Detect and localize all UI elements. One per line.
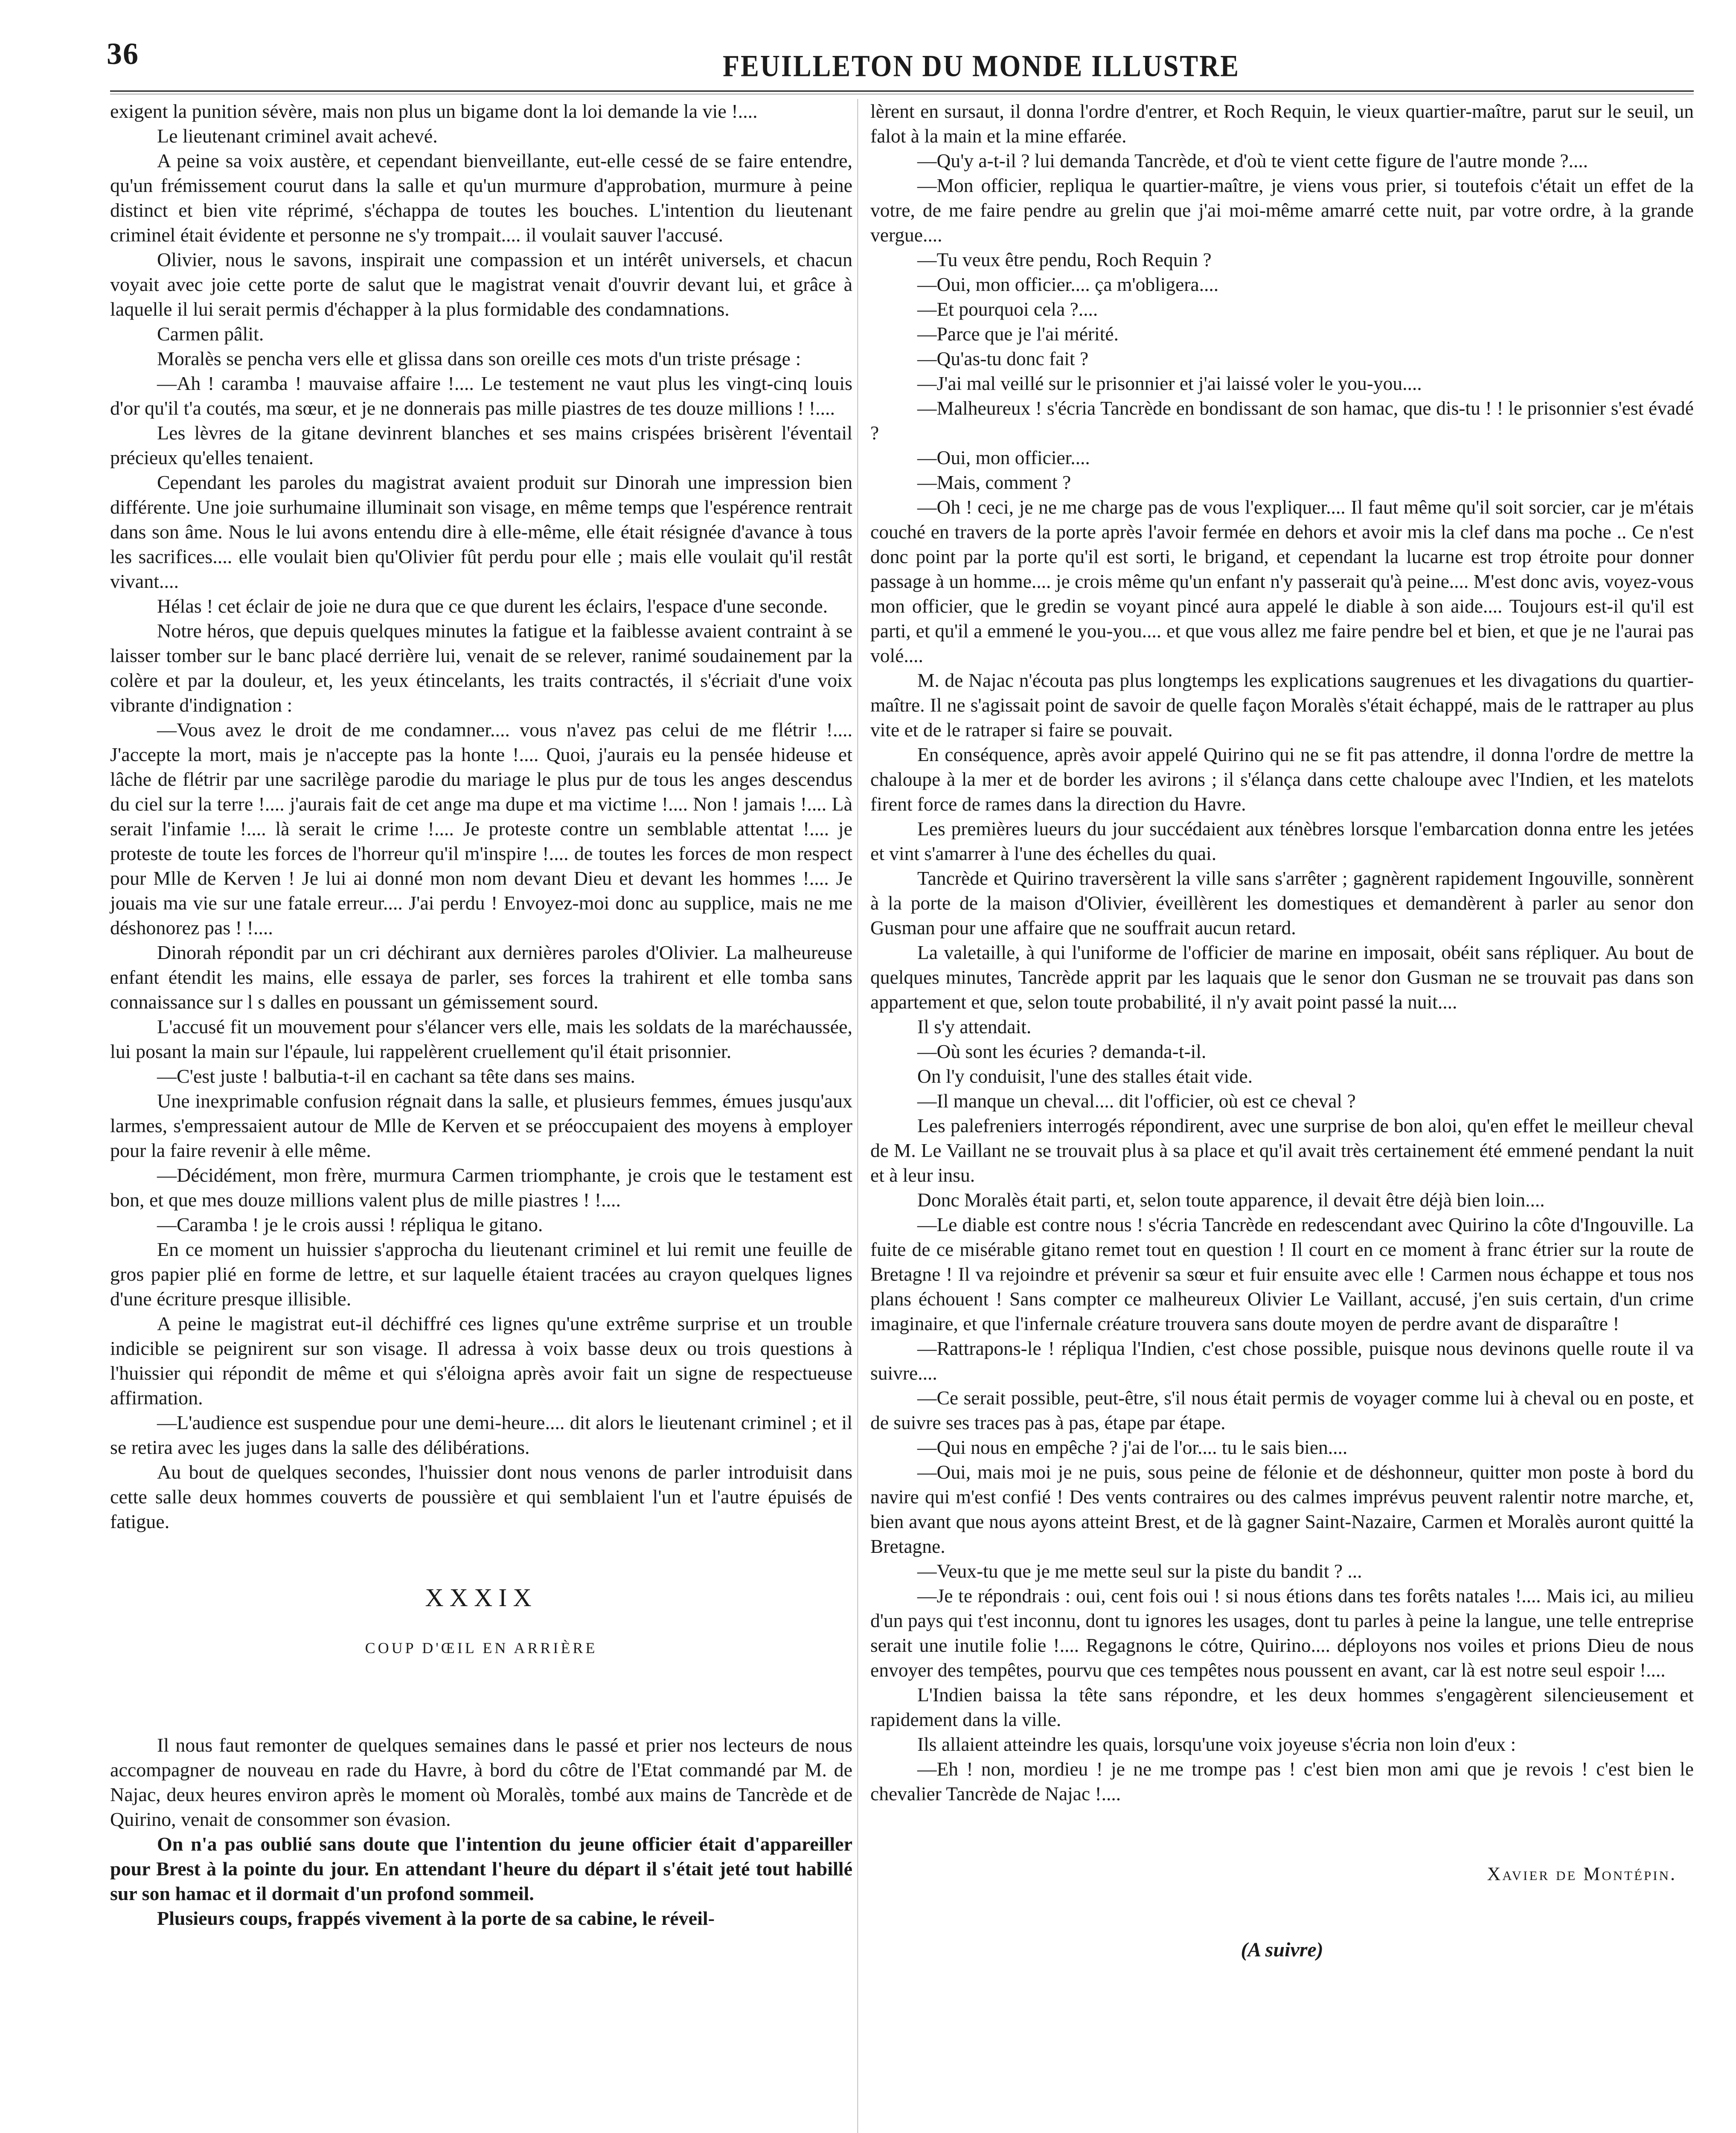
paragraph: Moralès se pencha vers elle et glissa dans son oreille ces mots d'un triste présage : [157,348,801,369]
paragraph: Une inexprimable confusion régnait dans la salle, et plusieurs femmes, émues jusqu'aux larmes, s'empressaient autour de Mlle de Kerven et se préoccupaient des moyens à employer pour la faire revenir à elle même. [110,1090,852,1161]
paragraph: —Et pourquoi cela ?.... [917,298,1098,320]
left-paragraphs-before [110,99,852,1534]
paragraph: —Qu'y a-t-il ? lui demanda Tancrède, et d'où te vient cette figure de l'autre monde ?.... [917,150,1588,171]
paragraph: On n'a pas oublié sans doute que l'intention du jeune officier était d'appareiller pour Brest à la pointe du jour. En attendant l'heure du départ il s'était jeté tout habillé sur son hamac et il dormait d'un profond sommeil. [110,1833,852,1904]
paragraph: L'accusé fit un mouvement pour s'élancer vers elle, mais les soldats de la maréchaussée, lui posant la main sur l'épaule, lui rappelèrent cruellement qu'il était prisonnier. [110,1016,852,1062]
paragraph: On l'y conduisit, l'une des stalles était vide. [917,1065,1253,1087]
paragraph: La valetaille, à qui l'uniforme de l'officier de marine en imposait, obéit sans répliquer. Au bout de quelques minutes, Tancrède apprit par les laquais que le senor don Gusman ne se trouvait pas dans son appartement et que, selon toute probabilité, il n'y avait point passé la nuit.... [870,942,1694,1013]
paragraph: Olivier, nous le savons, inspirait une compassion et un intérêt universels, et chacun voyait avec joie cette porte de salut que le magistrat venait d'ouvrir devant lui, et grâce à laquelle il lui serait permis d'échapper à la plus formidable des condamnations. [110,249,852,320]
paragraph: Le lieutenant criminel avait achevé. [157,125,438,147]
paragraph: A peine le magistrat eut-il déchiffré ces lignes qu'une extrême surprise et un trouble indicible se peignirent sur son visage. Il adressa à voix basse deux ou trois questions à l'huissier qui répondit de même et qui s'éloigna après avoir fait un signe de respectueuse affirmation. [110,1313,852,1409]
paragraph: —L'audience est suspendue pour une demi-heure.... dit alors le lieutenant criminel ; et il se retira avec les juges dans la salle des délibérations. [110,1412,852,1458]
paragraph: Donc Moralès était parti, et, selon toute apparence, il devait être déjà bien loin.... [917,1189,1545,1211]
paragraph: En conséquence, après avoir appelé Quirino qui ne se fit pas attendre, il donna l'ordre de mettre la chaloupe à la mer et de border les avirons ; il s'élança dans cette chaloupe avec l'Indien, et les matelots firent force de rames dans la direction du Havre. [870,744,1694,815]
paragraph: Cependant les paroles du magistrat avaient produit sur Dinorah une impression bien différente. Une joie surhumaine illuminait son visage, en même temps que l'espérence rentrait dans son âme. Nous le lui avons entendu dire à elle-même, elle était résignée d'avance à tous les sacrifices.... elle voulait bien qu'Olivier fût perdu pour elle ; mais elle voulait qu'il restât vivant.... [110,471,852,592]
paragraph: —Oh ! ceci, je ne me charge pas de vous l'expliquer.... Il faut même qu'il soit sorcier, car je m'étais couché en travers de la porte après l'avoir fermée en dehors et avoir mis la clef dans ma poche .. Ce n'est donc point par la porte qu'il est sorti, le brigand, et cependant la lucarne est trop étroite pour donner passage à un homme.... je crois même qu'un enfant n'y passerait qu'à peine.... M'est donc avis, voyez-vous mon officier, que le gredin se voyant pincé aura appelé le diable à son aide.... Toujours est-il qu'il est parti, et qu'il a emmené le you-you.... et que vous allez me faire pendre bel et bien, et que je ne l'aurai pas volé.... [870,496,1694,666]
paragraph: Carmen pâlit. [157,323,264,345]
paragraph: —Mais, comment ? [917,471,1071,493]
paragraph: —Rattrapons-le ! répliqua l'Indien, c'est chose possible, puisque nous devinons quelle route il va suivre.... [870,1337,1694,1384]
paragraph: —Décidément, mon frère, murmura Carmen triomphante, je crois que le testament est bon, et que mes douze millions valent plus de mille piastres ! !.... [110,1164,852,1211]
paragraph: Dinorah répondit par un cri déchirant aux dernières paroles d'Olivier. La malheureuse enfant étendit les mains, elle essaya de parler, ses forces la trahirent et elle tomba sans connaissance sur l s dalles en poussant un gémissement sourd. [110,942,852,1013]
page-number: 36 [107,37,139,71]
chapter-number: XXXIX [425,1584,538,1612]
paragraph: —Malheureux ! s'écria Tancrède en bondissant de son hamac, que dis-tu ! ! le prisonnier s'est évadé ? [870,397,1694,444]
paragraph: Tancrède et Quirino traversèrent la ville sans s'arrêter ; gagnèrent rapidement Ingouville, sonnèrent à la porte de la maison d'Olivier, éveillèrent les domestiques et demandèrent à parler au senor don Gusman pour une affaire que ne souffrait aucun retard. [870,867,1694,939]
author-signature: Xavier de Montépin. [1487,1863,1677,1884]
paragraph: —Où sont les écuries ? demanda-t-il. [917,1040,1207,1062]
paragraph: Notre héros, que depuis quelques minutes la fatigue et la faiblesse avaient contraint à se laisser tomber sur le banc placé derrière lui, venait de se relever, ranimé soudainement par la colère et par la douleur, et, les yeux étincelants, les traits contractés, il s'écriait d'une voix vibrante d'indignation : [110,620,852,716]
paragraph: —Eh ! non, mordieu ! je ne me trompe pas ! c'est bien mon ami que je revois ! c'est bien le chevalier Tancrède de Najac !.... [870,1758,1694,1805]
paragraph: —Il manque un cheval.... dit l'officier, où est ce cheval ? [917,1090,1356,1112]
paragraph: —Oui, mon officier.... [917,447,1090,468]
paragraph: En ce moment un huissier s'approcha du lieutenant criminel et lui remit une feuille de gros papier plié en forme de lettre, et sur laquelle étaient tracées au crayon quelques lignes d'une écriture presque illisible. [110,1238,852,1310]
running-title: FEUILLETON DU MONDE ILLUSTRE [723,49,1240,83]
paragraph: Il nous faut remonter de quelques semaines dans le passé et prier nos lecteurs de nous accompagner de nouveau en rade du Havre, à bord du côtre de l'Etat commandé par M. de Najac, deux heures environ après le moment où Moralès, tombé aux mains de Tancrède et de Quirino, venait de consommer son évasion. [110,1734,852,1830]
to-be-continued: (A suivre) [1241,1938,1323,1961]
paragraph: A peine sa voix austère, et cependant bienveillante, eut-elle cessé de se faire entendre, qu'un frémissement courut dans la salle et qu'un murmure d'approbation, murmure à peine distinct et bien vite réprimé, s'échappa de toutes les bouches. L'intention du lieutenant criminel était évidente et personne ne s'y trompait.... il voulait sauver l'accusé. [110,150,852,246]
paragraph: —Le diable est contre nous ! s'écria Tancrède en redescendant avec Quirino la côte d'Ingouville. La fuite de ce misérable gitano remet tout en question ! Il court en ce moment à franc étrier sur la route de Bretagne ! Il va rejoindre et prévenir sa sœur et fuir ensuite avec elle ! Carmen nous échappe et tous nos plans échouent ! Sans compter ce malheureux Olivier Le Vaillant, accusé, j'en suis certain, d'un crime imaginaire, et que l'infernale créature trouvera sans doute moyen de perdre avant de disparaître ! [870,1214,1694,1334]
paragraph: —Parce que je l'ai mérité. [917,323,1119,345]
paragraph: Ils allaient atteindre les quais, lorsqu'une voix joyeuse s'écria non loin d'eux : [917,1733,1516,1755]
right-column [870,99,1694,2133]
paragraph: Au bout de quelques secondes, l'huissier dont nous venons de parler introduisit dans cette salle deux hommes couverts de poussière et qui semblaient l'un et l'autre épuisés de fatigue. [110,1461,852,1532]
paragraph: exigent la punition sévère, mais non plus un bigame dont la loi demande la vie !.... [110,100,758,122]
left-paragraphs-after [110,1733,852,1931]
paragraph: M. de Najac n'écouta pas plus longtemps les explications saugrenues et les divagations du quartier-maître. Il ne s'agissait point de savoir de quelle façon Moralès s'était échappé, mais de le rattraper au plus vite et de le ratraper si faire se pouvait. [870,669,1694,741]
paragraph: Les premières lueurs du jour succédaient aux ténèbres lorsque l'embarcation donna entre les jetées et vint s'amarrer à l'une des échelles du quai. [870,818,1694,864]
paragraph: Les lèvres de la gitane devinrent blanches et ses mains crispées brisèrent l'éventail précieux qu'elles tenaient. [110,422,852,468]
paragraph: Il s'y attendait. [917,1016,1032,1037]
paragraph: Les palefreniers interrogés répondirent, avec une surprise de bon aloi, qu'en effet le meilleur cheval de M. Le Vaillant ne se trouvait plus à sa place et qu'il avait très certainement été emmené pendant la nuit et à leur insu. [870,1115,1694,1186]
paragraph: —Tu veux être pendu, Roch Requin ? [917,249,1212,270]
paragraph: —Veux-tu que je me mette seul sur la piste du bandit ? ... [917,1560,1362,1582]
paragraph: —Mon officier, repliqua le quartier-maître, je viens vous prier, si toutefois c'était un effet de la votre, de me faire pendre au grelin que j'ai moi-même amarré cette nuit, par votre ordre, à la grande vergue.... [870,174,1694,246]
paragraph: —Ce serait possible, peut-être, s'il nous était permis de voyager comme lui à cheval ou en poste, et de suivre ses traces pas à pas, étape par étape. [870,1387,1694,1433]
paragraph: Hélas ! cet éclair de joie ne dura que ce que durent les éclairs, l'espace d'une seconde. [157,595,828,617]
paragraph: L'Indien baissa la tête sans répondre, et les deux hommes s'engagèrent silencieusement et rapidement dans la ville. [870,1684,1694,1730]
right-paragraphs [870,99,1694,1806]
paragraph: —C'est juste ! balbutia-t-il en cachant sa tête dans ses mains. [157,1065,635,1087]
paragraph: —Qui nous en empêche ? j'ai de l'or.... tu le sais bien.... [917,1436,1348,1458]
paragraph: —Ah ! caramba ! mauvaise affaire !.... Le testement ne vaut plus les vingt-cinq louis d'or qu'il t'a coutés, ma sœur, et je ne donnerais pas mille piastres de tes douze millions ! !.... [110,372,852,419]
paragraph: —J'ai mal veillé sur le prisonnier et j'ai laissé voler le you-you.... [917,372,1422,394]
paragraph: —Caramba ! je le crois aussi ! répliqua le gitano. [157,1214,543,1235]
paragraph: lèrent en sursaut, il donna l'ordre d'entrer, et Roch Requin, le vieux quartier-maître, parut sur le seuil, un falot à la main et la mine effarée. [870,100,1694,147]
paragraph: —Je te répondrais : oui, cent fois oui ! si nous étions dans tes forêts natales !.... Mais ici, au milieu d'un pays qui t'est inconnu, dont tu ignores les usages, dont tu parles à peine la langue, une telle entreprise serait une inutile folie !.... Regagnons le cótre, Quirino.... déployons nos voiles et prions Dieu de nous envoyer des tempêtes, pourvu que ces tempêtes nous poussent en avant, car là est notre seul espoir !.... [870,1585,1694,1681]
paragraph: —Vous avez le droit de me condamner.... vous n'avez pas celui de me flétrir !.... J'accepte la mort, mais je n'accepte pas la honte !.... Quoi, j'aurais eu la pensée hideuse et lâche de flétrir par une sacrilège parodie du mariage le plus pur de tous les anges descendus du ciel sur la terre !.... j'aurais fait de cet ange ma dupe et ma victime !.... Non ! jamais !.... Là serait l'infamie !.... là serait le crime !.... Je proteste contre un semblable attentat !.... je proteste de toute les forces de l'horreur qu'il m'inspire !.... de toutes les forces de mon respect pour Mlle de Kerven ! Je lui ai donné mon nom devant Dieu et devant les hommes !.... Je jouais ma vie sur une fatale erreur.... J'ai perdu ! Envoyez-moi donc au supplice, mais ne me déshonorez pas ! !.... [110,719,852,939]
paragraph: Plusieurs coups, frappés vivement à la porte de sa cabine, le réveil- [157,1907,715,1929]
header-rule [110,90,1694,94]
chapter-title: COUP D'ŒIL EN ARRIÈRE [365,1639,598,1656]
paragraph: —Oui, mon officier.... ça m'obligera.... [917,273,1219,295]
paragraph: —Qu'as-tu donc fait ? [917,348,1089,369]
left-column [110,99,852,2133]
paragraph: —Oui, mais moi je ne puis, sous peine de félonie et de déshonneur, quitter mon poste à bord du navire qui m'est confié ! Des vents contraires ou des calmes imprévus peuvent ralentir notre marche, et, bien avant que nous ayons atteint Brest, et de là gagner Saint-Nazaire, Carmen et Moralès auront quitté la Bretagne. [870,1461,1694,1557]
